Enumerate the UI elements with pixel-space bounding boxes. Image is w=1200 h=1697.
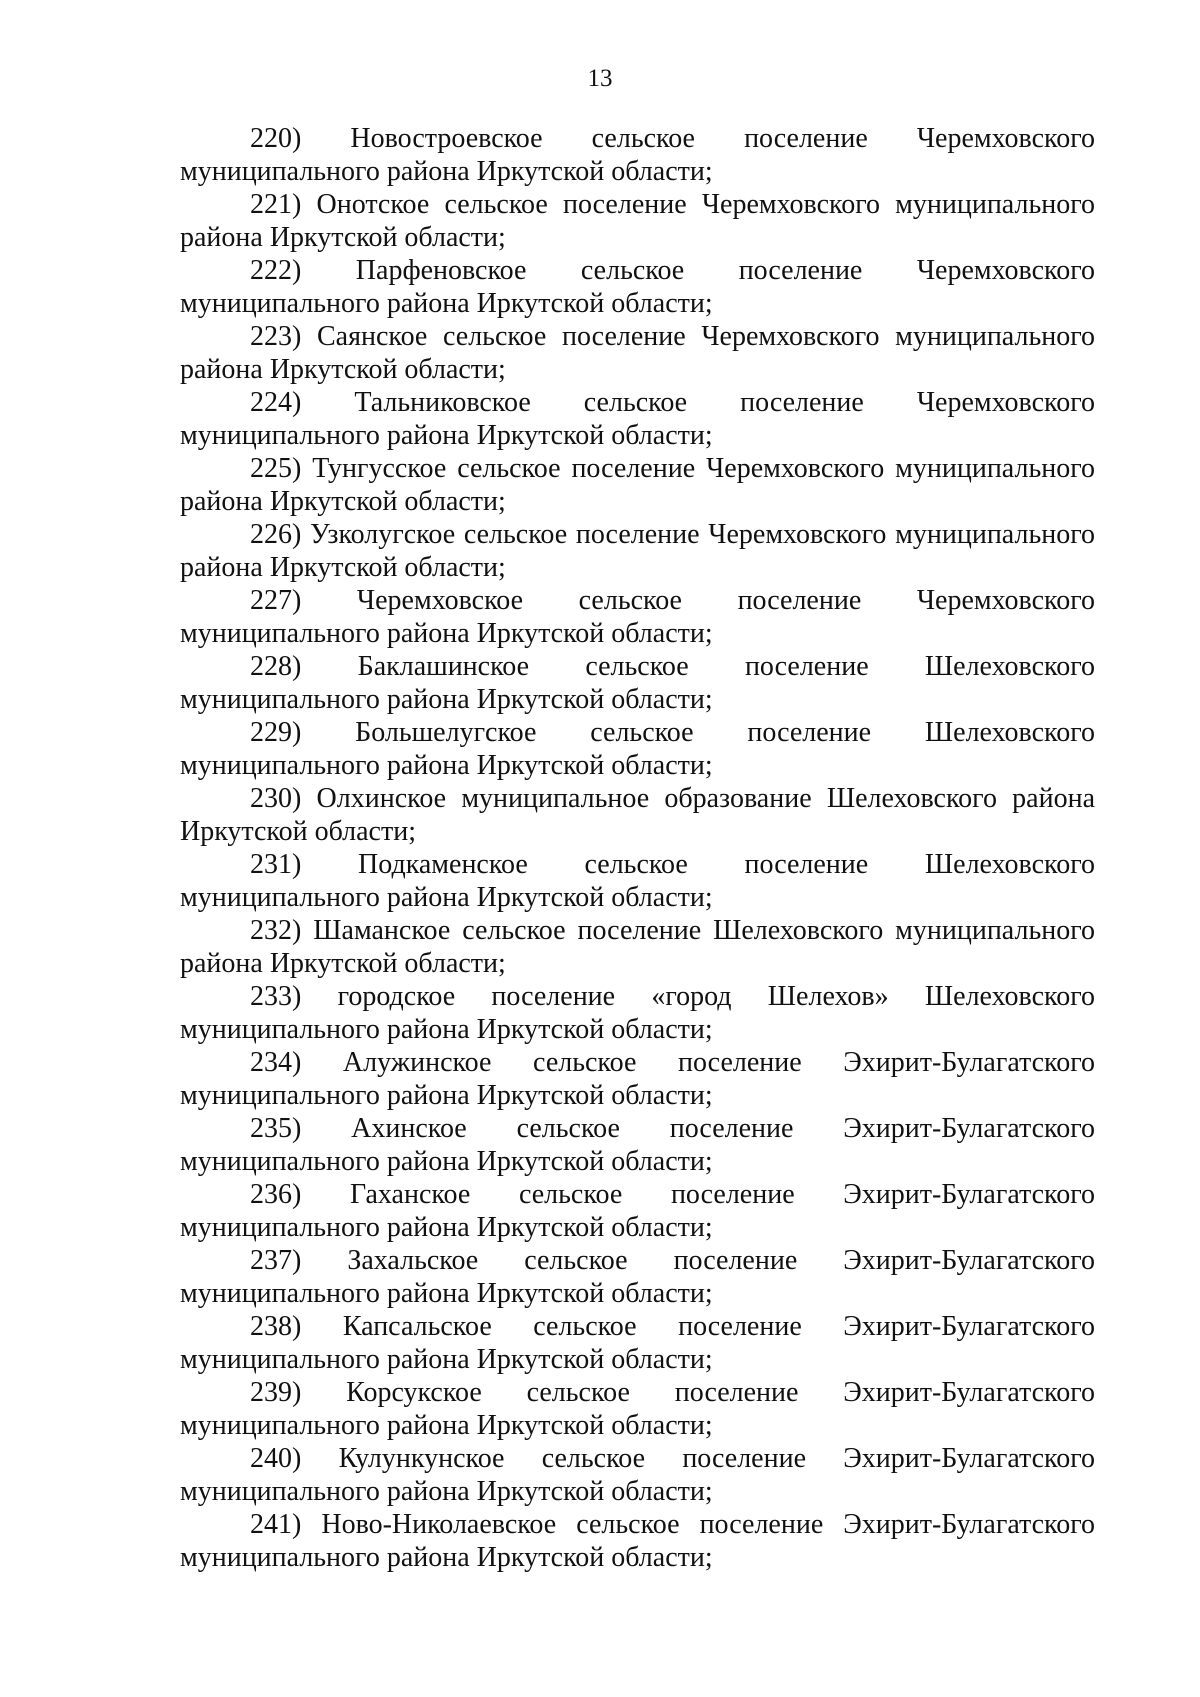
list-item: 229) Большелугское сельское поселение Шелеховского муниципального района Иркутской области; <box>180 717 1095 781</box>
list-item: 232) Шаманское сельское поселение Шелеховского муниципального района Иркутской области; <box>180 915 1095 979</box>
list-item: 238) Капсальское сельское поселение Эхирит-Булагатского муниципального района Иркутской области; <box>180 1311 1095 1375</box>
list-item: 221) Онотское сельское поселение Черемховского муниципального района Иркутской области; <box>180 189 1095 253</box>
page-number: 13 <box>587 65 613 92</box>
settlement-list <box>180 122 1095 1574</box>
list-item: 228) Баклашинское сельское поселение Шелеховского муниципального района Иркутской области; <box>180 651 1095 715</box>
list-item: 227) Черемховское сельское поселение Черемховского муниципального района Иркутской области; <box>180 585 1095 649</box>
list-item: 234) Алужинское сельское поселение Эхирит-Булагатского муниципального района Иркутской области; <box>180 1047 1095 1111</box>
list-item: 225) Тунгусское сельское поселение Черемховского муниципального района Иркутской области; <box>180 453 1095 517</box>
list-item: 239) Корсукское сельское поселение Эхирит-Булагатского муниципального района Иркутской области; <box>180 1377 1095 1441</box>
list-item: 233) городское поселение «город Шелехов» Шелеховского муниципального района Иркутской области; <box>180 981 1095 1045</box>
list-item: 223) Саянское сельское поселение Черемховского муниципального района Иркутской области; <box>180 321 1095 385</box>
list-item: 231) Подкаменское сельское поселение Шелеховского муниципального района Иркутской области; <box>180 849 1095 913</box>
list-item: 235) Ахинское сельское поселение Эхирит-Булагатского муниципального района Иркутской области; <box>180 1113 1095 1177</box>
list-item: 240) Кулункунское сельское поселение Эхирит-Булагатского муниципального района Иркутской области; <box>180 1443 1095 1507</box>
list-item: 220) Новостроевское сельское поселение Черемховского муниципального района Иркутской области; <box>180 123 1095 187</box>
list-item: 241) Ново-Николаевское сельское поселение Эхирит-Булагатского муниципального района Иркутской области; <box>180 1509 1095 1573</box>
list-item: 224) Тальниковское сельское поселение Черемховского муниципального района Иркутской области; <box>180 387 1095 451</box>
list-item: 226) Узколугское сельское поселение Черемховского муниципального района Иркутской области; <box>180 519 1095 583</box>
list-item: 237) Захальское сельское поселение Эхирит-Булагатского муниципального района Иркутской области; <box>180 1245 1095 1309</box>
list-item: 222) Парфеновское сельское поселение Черемховского муниципального района Иркутской области; <box>180 255 1095 319</box>
list-item: 236) Гаханское сельское поселение Эхирит-Булагатского муниципального района Иркутской области; <box>180 1179 1095 1243</box>
list-item: 230) Олхинское муниципальное образование Шелеховского района Иркутской области; <box>180 783 1095 847</box>
